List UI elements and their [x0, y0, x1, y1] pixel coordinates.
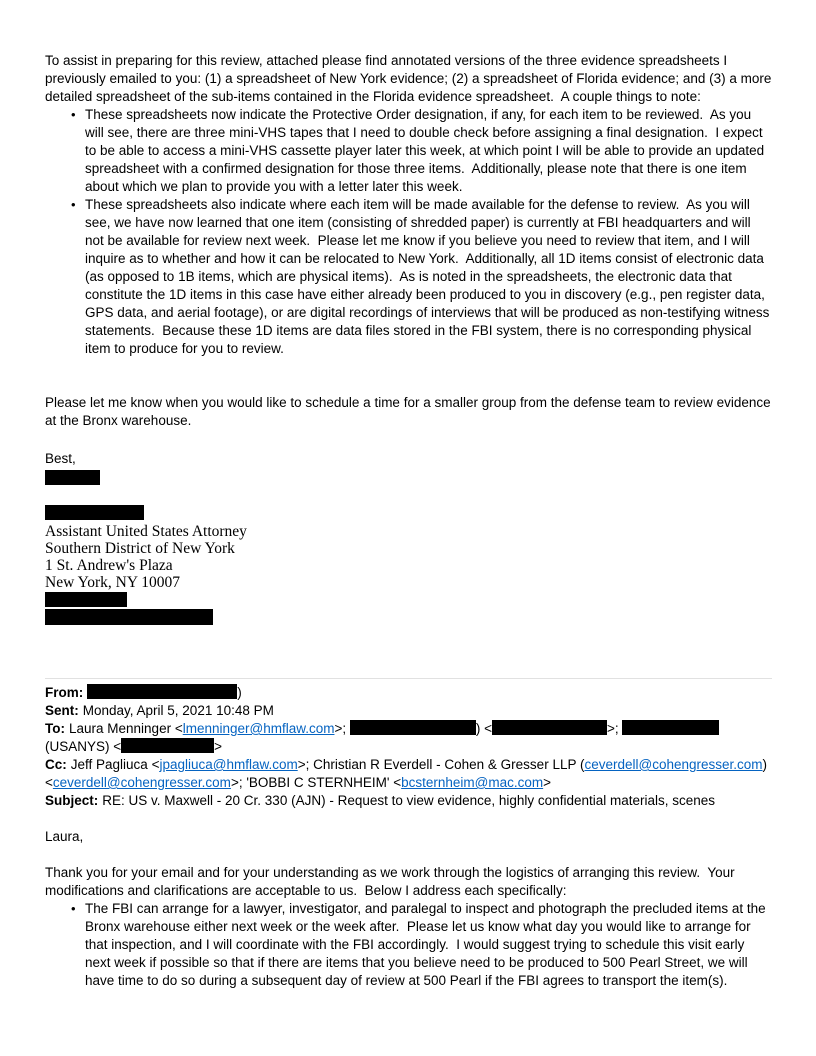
to-usanys-prefix: (USANYS) <: [45, 739, 122, 754]
cc-paren-close: ): [762, 757, 768, 772]
cc-email-link-jpagliuca[interactable]: jpagliuca@hmflaw.com: [159, 757, 298, 772]
subject-value: RE: US v. Maxwell - 20 Cr. 330 (AJN) - Request to view evidence, highly confidential materials, scenes: [102, 793, 716, 808]
reply-bullet-item-fbi-inspection: • The FBI can arrange for a lawyer, investigator, and paralegal to inspect and photograph the precluded items at the Bronx warehouse either next week or the week after. Please let us know what day you would like to arrange for that inspection, and I will coordinate with the FBI accordingly. I would suggest trying to schedule this visit early next week if possible so that if there are items that you believe need to be produced to 500 Pearl Street, we will have time to do so during a subsequent day of review at 500 Pearl if the FBI agrees to transport the item(s).: [85, 900, 772, 990]
cc-bracket-close: >: [543, 775, 552, 790]
to-separator-2: ) <: [475, 721, 492, 736]
bullet-item-availability: • These spreadsheets also indicate where each item will be made available for the defense to review. As you will see, we have now learned that one item (consisting of shredded paper) is currently at FBI headquarters and will not be available for review next week. Please let me know if you believe you need to review that item, and I will inquire as to whether and how it can be relocated to New York. Additionally, all 1D items consist of electronic data (as opposed to 1B items, which are physical items). As is noted in the spreadsheets, the electronic data that constitute the 1D items in this case have either already been produced to you in discovery (e.g., pen register data, GPS data, and aerial footage), or are digital recordings of interviews that will be produced as non-testifying witness statements. Because these 1D items are data files stored in the FBI system, there is no corresponding physical item to produce for you to review.: [85, 196, 772, 358]
signature-block: [45, 505, 772, 625]
signoff-text: Best,: [45, 451, 76, 466]
to-recipient-name: Laura Menninger <: [69, 721, 183, 736]
intro-paragraph: To assist in preparing for this review, attached please find annotated versions of the three evidence spreadsheets I previously emailed to you: (1) a spreadsheet of New York evidence; (2) a spreadsheet of Florida evidence; and (3) a more detailed spreadsheet of the sub-items contained in the Florida evidence spreadsheet. A couple things to note:: [45, 53, 776, 104]
redaction-signature-email: [45, 609, 213, 625]
redaction-sender-name: [45, 470, 100, 485]
redaction-to-address-2: [492, 720, 607, 735]
to-separator-3: >;: [607, 721, 623, 736]
to-line: [45, 720, 772, 738]
to-usanys-suffix: >: [214, 739, 223, 754]
from-after-text: ): [237, 685, 242, 700]
reply-body: [45, 828, 772, 990]
signature-address-line1: 1 St. Andrew's Plaza: [45, 557, 173, 574]
redaction-signature-phone: [45, 592, 127, 607]
from-label: From:: [45, 685, 84, 700]
cc-email-link-bcsternheim[interactable]: bcsternheim@mac.com: [401, 775, 544, 790]
signature-text: [45, 523, 772, 591]
signature-address-line2: New York, NY 10007: [45, 574, 181, 591]
redaction-from-address: [87, 684, 237, 699]
cc-recipient-3: >; 'BOBBI C STERNHEIM' <: [230, 775, 402, 790]
closing-paragraph: Please let me know when you would like to schedule a time for a smaller group from the defense team to review evidence at the Bronx warehouse.: [45, 395, 775, 428]
subject-line: [45, 792, 772, 810]
redaction-signature-name: [45, 505, 144, 520]
cc-line: [45, 756, 772, 774]
to-separator-1: >;: [334, 721, 350, 736]
cc-label: Cc:: [45, 757, 67, 772]
cc-line-continued: [45, 774, 772, 792]
cc-recipient-2: >; Christian R Everdell - Cohen & Gresser LLP (: [297, 757, 585, 772]
signature-title: Assistant United States Attorney: [45, 523, 247, 540]
email-header: [45, 684, 772, 810]
bullet-list: [45, 106, 772, 358]
redaction-to-recipient-2: [350, 720, 476, 735]
to-email-link-lmenninger[interactable]: lmenninger@hmflaw.com: [182, 721, 335, 736]
subject-label: Subject:: [45, 793, 99, 808]
redaction-to-recipient-3: [622, 720, 719, 735]
cc-email-link-ceverdell-1[interactable]: ceverdell@cohengresser.com: [584, 757, 763, 772]
bullet-item-protective-order: • These spreadsheets now indicate the Protective Order designation, if any, for each item to be reviewed. As you will see, there are three mini-VHS tapes that I need to double check before assigning a final designation. I expect to be able to access a mini-VHS cassette player later this week, at which point I will be able to provide an updated spreadsheet with a confirmed designation for those three items. Additionally, please note that there is one item about which we plan to provide you with a letter later this week.: [85, 106, 772, 196]
sent-label: Sent:: [45, 703, 79, 718]
redaction-to-address-3: [121, 738, 214, 753]
to-label: To:: [45, 721, 65, 736]
cc-recipient-1: Jeff Pagliuca <: [70, 757, 160, 772]
reply-bullet-list: [45, 900, 772, 990]
sent-value: Monday, April 5, 2021 10:48 PM: [82, 703, 274, 718]
signature-office: Southern District of New York: [45, 540, 235, 557]
to-line-continued: [45, 738, 772, 756]
reply-separator: [45, 678, 772, 679]
reply-intro-paragraph: Thank you for your email and for your understanding as we work through the logistics of arranging this review. Your modifications and clarifications are acceptable to us. Below I address each specifically:: [45, 865, 739, 898]
cc-bracket-open: <: [45, 775, 53, 790]
sent-line: [45, 702, 772, 720]
top-email-body: [45, 52, 776, 485]
reply-greeting: Laura,: [45, 829, 84, 844]
from-line: [45, 684, 772, 702]
cc-email-link-ceverdell-2[interactable]: ceverdell@cohengresser.com: [52, 775, 231, 790]
